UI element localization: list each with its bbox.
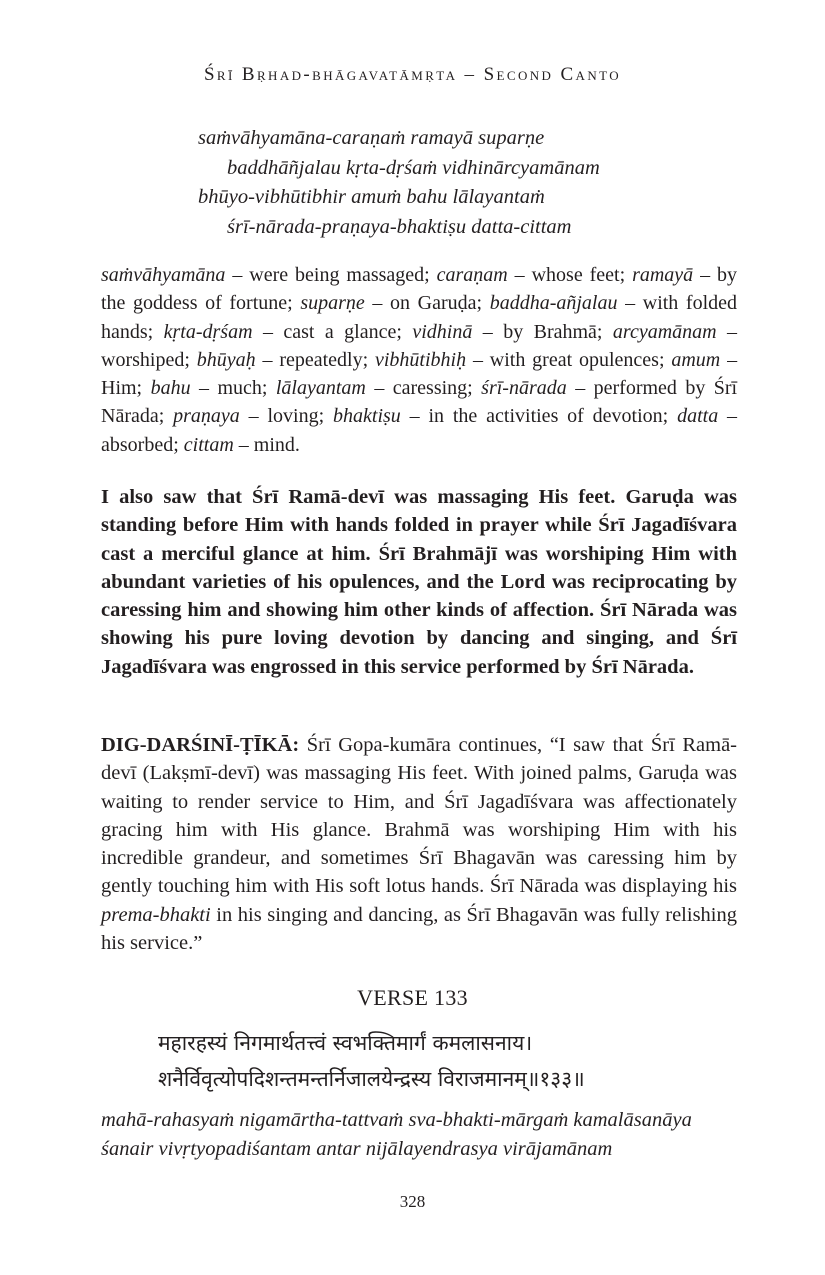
transliteration-line: śanair vivṛtyopadiśantam antar nijālayendrasya virājamānam — [101, 1138, 613, 1160]
synonym-meaning: performed by Śrī Nārada; — [101, 377, 738, 428]
synonym-dash: – — [262, 348, 273, 371]
synonym-dash: – — [700, 264, 711, 286]
synonym-meaning: in the activities of devotion; — [428, 405, 669, 428]
page-number: 328 — [399, 1192, 426, 1211]
synonym-term: datta — [677, 405, 719, 428]
synonym-term: arcyamānam — [612, 320, 717, 343]
synonym-meaning: with great opulences; — [489, 348, 665, 371]
synonym-dash: – — [727, 405, 738, 428]
synonym-term: ramayā — [632, 264, 694, 286]
commentary-italic-term: prema-bhakti — [101, 903, 211, 926]
synonym-term: bhaktiṣu — [333, 405, 401, 428]
synonym-dash: – — [374, 377, 385, 400]
synonym-term: cittam — [183, 433, 234, 456]
commentary-text: in his singing and dancing, as Śrī Bhagavān was fully relishing his service.” — [101, 903, 737, 955]
synonym-term: vidhinā — [412, 320, 473, 343]
transliteration-line: mahā-rahasyaṁ nigamārtha-tattvaṁ sva-bhakti-mārgaṁ kamalāsanāya — [101, 1109, 692, 1131]
synonym-term: bahu — [150, 377, 191, 400]
synonym-term: kṛta-dṛśam — [163, 320, 253, 343]
synonym-dash: – — [472, 348, 483, 371]
synonym-dash: – — [238, 433, 249, 456]
verse-line: śrī-nārada-praṇaya-bhaktiṣu datta-cittam — [227, 215, 572, 238]
word-for-word-synonyms — [101, 261, 737, 459]
verse-line: saṁvāhyamāna-caraṇaṁ ramayā suparṇe — [198, 127, 545, 149]
synonym-meaning: Him; — [101, 377, 143, 400]
devanagari-line: महारहस्यं निगमार्थतत्त्वं स्वभक्तिमार्गं कमलासनाय। — [158, 1031, 533, 1055]
synonym-meaning: on Garuḍa; — [390, 292, 483, 315]
synonym-term: lālayantam — [275, 377, 366, 400]
synonym-term: suparṇe — [300, 292, 365, 315]
synonym-dash: – — [625, 292, 636, 315]
synonym-dash: – — [727, 320, 738, 343]
synonym-term: caraṇam — [436, 264, 508, 286]
devanagari-verse — [158, 1025, 758, 1097]
synonym-meaning: loving; — [267, 405, 325, 428]
verse-line: baddhāñjalau kṛta-dṛśaṁ vidhinārcyamānam — [227, 156, 600, 179]
synonym-meaning: much; — [217, 377, 268, 400]
verse-132-text — [198, 124, 758, 242]
synonym-meaning: with folded hands; — [101, 292, 738, 343]
synonym-meaning: whose feet; — [531, 264, 626, 286]
synonym-dash: – — [199, 377, 209, 400]
devanagari-line: शनैर्विवृत्योपदिशन्तमन्तर्निजालयेन्द्रस्य विराजमानम्॥१३३॥ — [158, 1067, 585, 1091]
synonym-term: amum — [671, 348, 721, 371]
synonym-meaning: absorbed; — [101, 433, 179, 456]
synonym-dash: – — [262, 320, 273, 343]
synonym-dash: – — [482, 320, 493, 343]
verse-133-transliteration — [101, 1106, 751, 1164]
running-head: Śrī Bṛhad-bhāgavatāmṛta – Second Canto — [203, 64, 622, 85]
commentary-text: Śrī Gopa-kumāra continues, “I saw that Śrī Ramā-devī (Lakṣmī-devī) was massaging His feet. With joined palms, Garuḍa was waiting to render service to Him, and Śrī Jagadīśvara was affectionately gracing him with His glance. Brahmā was worshiping Him with his incredible grandeur, and sometimes Śrī Bhagavān was caressing him by gently touching him with His soft lotus hands. Śrī Nārada was displaying his — [101, 734, 737, 898]
synonym-meaning: were being massaged; — [249, 264, 430, 286]
synonym-meaning: caressing; — [392, 377, 473, 400]
synonym-term: praṇaya — [173, 405, 240, 428]
synonym-dash: – — [575, 377, 586, 400]
synonym-dash: – — [727, 348, 738, 371]
synonym-meaning: by the goddess of fortune; — [101, 264, 738, 315]
synonym-dash: – — [514, 264, 525, 286]
verse-number-heading: VERSE 133 — [357, 985, 468, 1010]
synonym-meaning: by Brahmā; — [503, 320, 603, 343]
synonym-term: vibhūtibhiḥ — [375, 348, 467, 371]
synonym-dash: – — [248, 405, 259, 428]
synonym-dash: – — [372, 292, 383, 315]
commentary-paragraph — [101, 731, 737, 957]
synonym-term: bhūyaḥ — [196, 348, 256, 371]
synonym-dash: – — [409, 405, 420, 428]
synonym-meaning: cast a glance; — [283, 320, 402, 343]
commentary-label: DIG-DARŚINĪ-ṬĪKĀ: — [101, 734, 300, 756]
verse-line: bhūyo-vibhūtibhir amuṁ bahu lālayantaṁ — [198, 186, 545, 208]
synonym-dash: – — [232, 264, 243, 286]
synonym-meaning: repeatedly; — [279, 348, 369, 371]
synonym-term: śrī-nārada — [481, 377, 567, 400]
synonym-meaning: worshiped; — [101, 348, 190, 371]
verse-translation: I also saw that Śrī Ramā-devī was massaging His feet. Garuḍa was standing before Him with hands folded in prayer while Śrī Jagadīśvara cast a merciful glance at him. Śrī Brahmājī was worshiping Him with abundant varieties of his opulences, and the Lord was reciprocating by caressing him and showing him other kinds of affection. Śrī Nārada was showing his pure loving devotion by dancing and singing, and Śrī Jagadīśvara was engrossed in this service performed by Śrī Nārada. — [101, 486, 737, 678]
synonym-meaning: mind. — [253, 433, 300, 456]
synonym-term: baddha-añjalau — [489, 292, 618, 315]
synonym-term: saṁvāhyamāna — [101, 264, 226, 286]
